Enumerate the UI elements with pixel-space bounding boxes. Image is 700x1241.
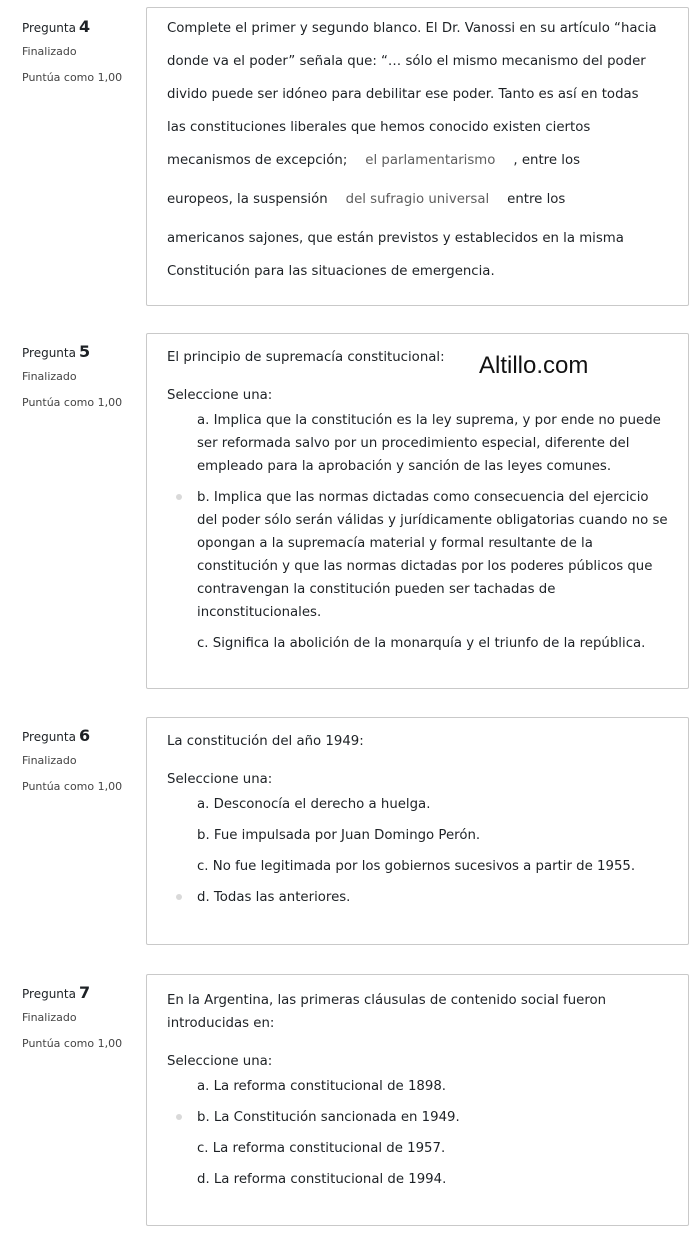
answer-option-b[interactable]: b. Fue impulsada por Juan Domingo Perón. [197,828,481,843]
question-state: Finalizado [22,370,77,383]
select-label: Seleccione una: [167,1054,273,1069]
question-state: Finalizado [22,754,77,767]
question-prompt: La constitución del año 1949: [167,734,364,749]
answer-option-b[interactable]: b. La Constitución sancionada en 1949. [167,1106,668,1129]
blank-answer-2[interactable]: del sufragio universal [345,192,490,207]
question-grade: Puntúa como 1,00 [22,71,123,84]
answer-option-a[interactable]: a. Desconocía el derecho a huelga. [197,797,431,812]
answer-option-c[interactable]: c. No fue legitimada por los gobiernos sucesivos a partir de 1955. [197,859,636,874]
answer-option-a[interactable]: a. Implica que la constitución es la ley suprema, y por ende no puede ser reformada salvo por un procedimiento especial, diferente del empleado para la aprobación y sanción de las leyes comunes. [197,413,661,474]
answer-option-c[interactable]: c. Significa la abolición de la monarquía y el triunfo de la república. [197,636,646,651]
question-info [22,18,137,87]
answer-option-a[interactable]: a. La reforma constitucional de 1898. [197,1079,447,1094]
question-grade: Puntúa como 1,00 [22,780,123,793]
answer-option-c[interactable]: c. La reforma constitucional de 1957. [197,1141,446,1156]
question-info [22,343,137,412]
question-content [146,333,689,689]
blank-answer-1[interactable]: el parlamentarismo [365,153,496,168]
question-number: Pregunta 6 [22,726,91,745]
question-number: Pregunta 5 [22,342,91,361]
question-state: Finalizado [22,1011,77,1024]
radio-selected-icon[interactable] [176,894,182,900]
question-content [146,7,689,306]
answer-option-b[interactable]: b. Implica que las normas dictadas como consecuencia del ejercicio del poder sólo serán válidas y jurídicamente obligatorias cuando no se opongan a la supremacía material y formal resultante de la constitución y que las normas dictadas por los poderes públicos que contravengan la constitución pueden ser tachadas de inconstitucionales. [167,486,668,624]
question-content [146,974,689,1226]
radio-selected-icon[interactable] [176,1114,182,1120]
question-info [22,984,137,1053]
select-label: Seleccione una: [167,388,273,403]
question-number: Pregunta 4 [22,17,91,36]
question-prompt: El principio de supremacía constitucional: [167,350,445,365]
question-content [146,717,689,945]
question-number: Pregunta 7 [22,983,91,1002]
watermark: Altillo.com [479,352,589,379]
answer-option-d[interactable]: d. Todas las anteriores. [167,886,668,909]
select-label: Seleccione una: [167,772,273,787]
question-state: Finalizado [22,45,77,58]
question-text: Complete el primer y segundo blanco. El Dr. Vanossi en su artículo “hacia donde va el poder” señala que: “… sólo el mismo mecanismo del poder divido puede ser idóneo para debilitar ese poder. Tanto es así en todas las constituciones liberales que hemos conocido existen ciertos mecanismos de excepción; el parlamentarismo , entre los europeos, la suspensión del sufragio universal entre los americanos sajones, que están previstos y establecidos en la misma Constitución para las situaciones de emergencia. [167,21,657,279]
question-prompt: En la Argentina, las primeras cláusulas de contenido social fueron introducidas en: [167,993,607,1031]
question-info [22,727,137,796]
question-grade: Puntúa como 1,00 [22,1037,123,1050]
radio-selected-icon[interactable] [176,494,182,500]
question-grade: Puntúa como 1,00 [22,396,123,409]
answer-option-d[interactable]: d. La reforma constitucional de 1994. [197,1172,447,1187]
